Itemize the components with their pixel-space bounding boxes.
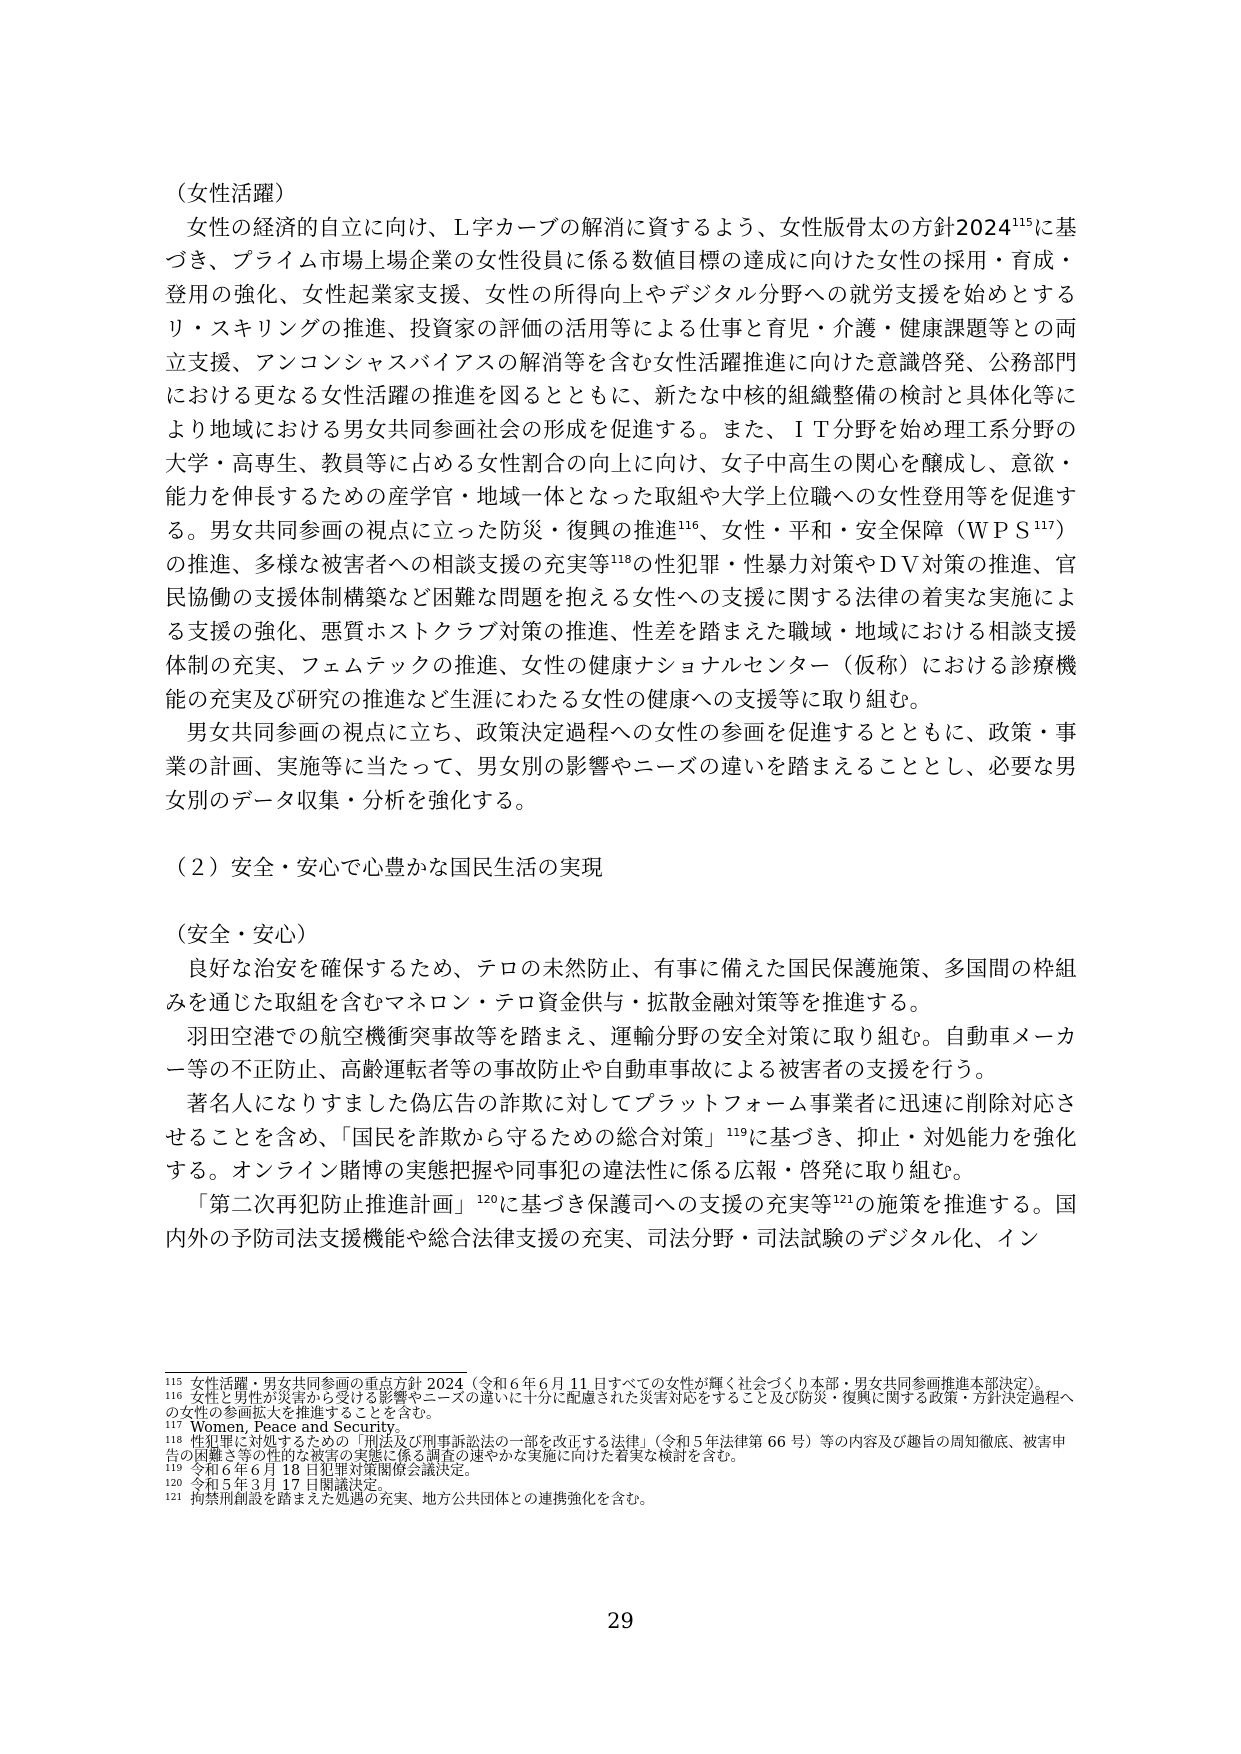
footnote-ref[interactable]: 120 bbox=[476, 1193, 498, 1207]
footnote-ref[interactable]: 115 bbox=[1011, 215, 1033, 229]
footnote-number: 118 bbox=[165, 1435, 183, 1446]
women-heading: （女性活躍） bbox=[165, 182, 297, 207]
footnote-text: 拘禁刑創設を踏まえた処遇の充実、地方公共団体との連携強化を含む。 bbox=[190, 1492, 655, 1509]
footnote-text: Women, Peace and Security。 bbox=[190, 1420, 410, 1437]
footnote-text: 令和６年６月 18 日犯罪対策閣僚会議決定。 bbox=[190, 1463, 479, 1480]
footnote-ref[interactable]: 118 bbox=[610, 552, 632, 566]
text-run: に基づき、プライム市場上場企業の女性役員に係る数値目標の達成に向けた女性の採用・育成・登用の強化、女性起業家支援、女性の所得向上やデジタル分野への就労支援を始めとするリ・スキリングの推進、投資家の評価の活用等による仕事と育児・介護・健康課題等との両立支援、アンコンシャスバイアスの解消等を含む女性活躍推進に向けた意識啓発、公務部門における更なる女性活躍の推進を図るとともに、新たな中核的組織整備の検討と具体化等により地域における男女共同参画社会の形成を促進する。また、ＩＴ分野を始め理工系分野の大学・高専生、教員等に占める女性割合の向上に向け、女子中高生の関心を醸成し、意欲・能力を伸長するための産学官・地域一体となった取組や大学上位職への女性登用等を促進する。男女共同参画の視点に立った防災・復興の推進 bbox=[165, 215, 1077, 545]
footnote-number: 115 bbox=[165, 1378, 183, 1388]
footnote bbox=[165, 1421, 1077, 1435]
footnotes bbox=[165, 1378, 1077, 1508]
spacer bbox=[165, 818, 1077, 852]
body-text bbox=[165, 178, 1077, 1256]
footnote-ref[interactable]: 121 bbox=[832, 1193, 854, 1207]
footnote-number: 117 bbox=[165, 1421, 183, 1432]
page-number: 29 bbox=[607, 1609, 634, 1633]
text-run: 著名人になりすました偽広告の詐欺に対してプラットフォーム事業者に迅速に削除対応させることを含め、「国民を詐欺から守るための総合対策」 bbox=[165, 1091, 1077, 1151]
footnote-text: 性犯罪に対処するための「刑法及び刑事訴訟法の一部を改正する法律」（令和５年法律第 66 号）等の内容及び趣旨の周知徹底、被害申告の困難さ等の性的な被害の実態に係る調査の速やかな実施に向けた着実な検討を含む。 bbox=[165, 1434, 1067, 1466]
footnote bbox=[165, 1436, 1077, 1465]
footnote-number: 121 bbox=[165, 1493, 183, 1504]
safety-paragraph-2: 羽田空港での航空機衝突事故等を踏まえ、運輸分野の安全対策に取り組む。自動車メーカー等の不正防止、高齢運転者等の事故防止や自動車事故による被害者の支援を行う。 bbox=[165, 1024, 1077, 1084]
footnote-ref[interactable]: 116 bbox=[677, 519, 699, 533]
text-run: 「第二次再犯防止推進計画」 bbox=[186, 1193, 477, 1219]
footnote-number: 119 bbox=[165, 1464, 183, 1475]
footnote-number: 120 bbox=[165, 1478, 183, 1489]
footnote-text: 令和５年３月 17 日閣議決定。 bbox=[190, 1477, 392, 1494]
safety-paragraph-3 bbox=[165, 1088, 1077, 1189]
safety-paragraph-1: 良好な治安を確保するため、テロの未然防止、有事に備えた国民保護施策、多国間の枠組みを通じた取組を含むマネロン・テロ資金供与・拡散金融対策等を推進する。 bbox=[165, 957, 1077, 1016]
women-paragraph-1 bbox=[165, 212, 1077, 718]
footnote bbox=[165, 1392, 1077, 1421]
footnote-number: 116 bbox=[165, 1392, 183, 1403]
women-paragraph-2: 男女共同参画の視点に立ち、政策決定過程への女性の参画を促進するとともに、政策・事業の計画、実施等に当たって、男女別の影響やニーズの違いを踏まえることとし、必要な男女別のデータ収集・分析を強化する。 bbox=[165, 721, 1077, 814]
footnote-text: 女性と男性が災害から受ける影響やニーズの違いに十分に配慮された災害対応をすること及び防災・復興に関する政策・方針決定過程への女性の参画拡大を推進することを含む。 bbox=[165, 1391, 1074, 1422]
text-run: に基づき保護司への支援の充実等 bbox=[497, 1193, 833, 1219]
text-run: ）の推進、多様な被害者への相談支援の充実等 bbox=[165, 519, 1078, 578]
text-run: 、女性・平和・安全保障（ＷＰＳ bbox=[698, 519, 1034, 545]
text-run: の施策を推進する。国内外の予防司法支援機能や総合法律支援の充実、司法分野・司法試験のデジタル化、イン bbox=[165, 1193, 1077, 1252]
spacer bbox=[165, 886, 1077, 920]
footnote bbox=[165, 1464, 1077, 1478]
text-run: に基づき、抑止・対処能力を強化する。オンライン賭博の実態把握や同事犯の違法性に係る広報・啓発に取り組む。 bbox=[165, 1125, 1077, 1185]
section-2-heading: （２）安全・安心で心豊かな国民生活の実現 bbox=[165, 856, 604, 882]
safety-paragraph-4 bbox=[165, 1189, 1077, 1256]
text-run: 女性の経済的自立に向け、Ｌ字カーブの解消に資するよう、女性版骨太の方針2024 bbox=[186, 215, 1012, 241]
footnote-ref[interactable]: 119 bbox=[726, 1125, 748, 1139]
footnote-separator bbox=[165, 1372, 467, 1373]
footnote-ref[interactable]: 117 bbox=[1033, 519, 1055, 533]
text-run: の性犯罪・性暴力対策やＤＶ対策の推進、官民協働の支援体制構築など困難な問題を抱える女性への支援に関する法律の着実な実施による支援の強化、悪質ホストクラブ対策の推進、性差を踏まえた職域・地域における相談支援体制の充実、フェムテックの推進、女性の健康ナショナルセンター（仮称）における診療機能の充実及び研究の推進など生涯にわたる女性の健康への支援等に取り組む。 bbox=[165, 552, 1077, 713]
safety-heading: （安全・安心） bbox=[165, 923, 319, 949]
footnote-text: 女性活躍・男女共同参画の重点方針 2024（令和６年６月 11 日すべての女性が輝く社会づくり本部・男女共同参画推進本部決定）。 bbox=[190, 1377, 1050, 1393]
footnote bbox=[165, 1493, 1077, 1507]
